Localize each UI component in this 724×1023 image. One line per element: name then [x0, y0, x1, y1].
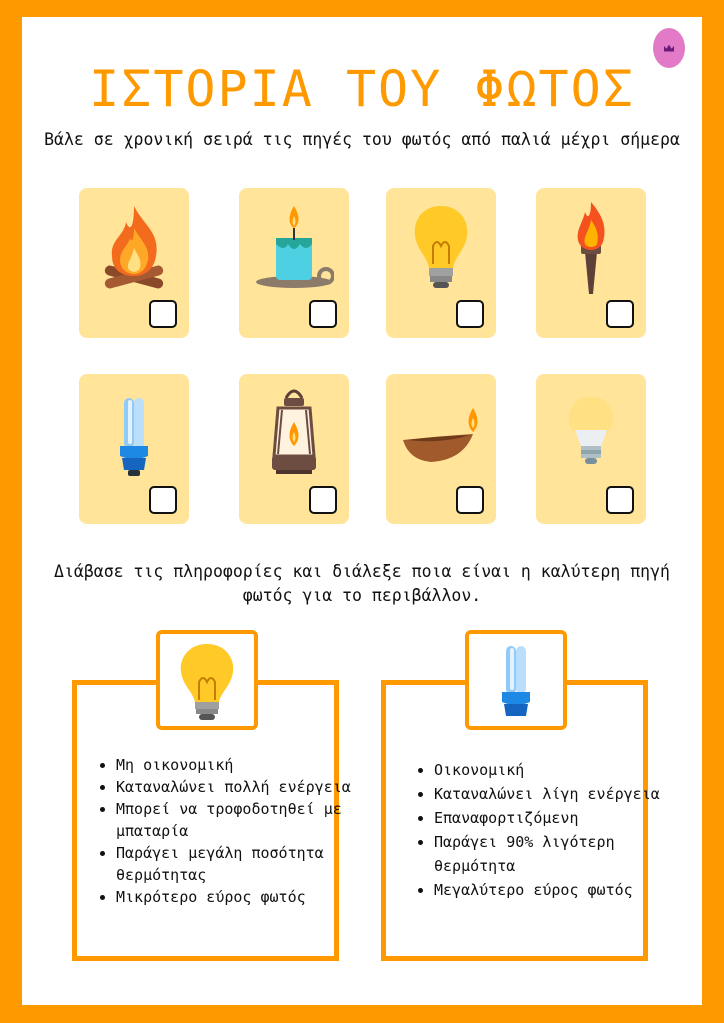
facts-list-right — [414, 758, 666, 902]
light-card-candle — [239, 188, 349, 338]
fact-item: • Επαναφορτιζόμενη — [434, 806, 666, 830]
light-card-lantern — [239, 374, 349, 524]
order-checkbox[interactable] — [309, 486, 337, 514]
light-card-led — [536, 374, 646, 524]
fact-item: • Μη οικονομική — [116, 754, 352, 776]
order-checkbox[interactable] — [456, 300, 484, 328]
page-title: ΙΣΤΟΡΙΑ ΤΟΥ ΦΩΤΟΣ — [89, 60, 635, 118]
order-checkbox[interactable] — [149, 300, 177, 328]
fact-item: • Μπορεί να τροφοδοτηθεί με μπαταρία — [116, 798, 352, 842]
light-card-torch — [536, 188, 646, 338]
incandescent-bulb-icon — [401, 198, 481, 294]
crown-icon — [664, 45, 674, 52]
fact-item: • Οικονομική — [434, 758, 666, 782]
torch-icon — [551, 198, 631, 294]
order-checkbox[interactable] — [309, 300, 337, 328]
campfire-icon — [94, 198, 174, 294]
fact-item: • Παράγει μεγάλη ποσότητα θερμότητας — [116, 842, 352, 886]
led-bulb-icon — [551, 384, 631, 480]
fact-item: • Μεγαλύτερο εύρος φωτός — [434, 878, 666, 902]
fact-item: • Καταναλώνει πολλή ενέργεια — [116, 776, 352, 798]
fact-item: • Καταναλώνει λίγη ενέργεια — [434, 782, 666, 806]
fact-item: • Μικρότερο εύρος φωτός — [116, 886, 352, 908]
incandescent-bulb-icon — [171, 640, 243, 722]
cfl-bulb-icon — [480, 640, 552, 722]
light-card-incandescent — [386, 188, 496, 338]
order-checkbox[interactable] — [456, 486, 484, 514]
lantern-icon — [254, 384, 334, 480]
light-card-cfl — [79, 374, 189, 524]
facts-list-left — [96, 754, 352, 908]
light-card-campfire — [79, 188, 189, 338]
instruction-ordering: Βάλε σε χρονική σειρά τις πηγές του φωτός από παλιά μέχρι σήμερα — [44, 130, 680, 149]
fact-item: • Παράγει 90% λιγότερη θερμότητα — [434, 830, 666, 878]
cfl-bulb-icon — [94, 384, 174, 480]
comparison-image-right — [465, 630, 567, 730]
order-checkbox[interactable] — [606, 486, 634, 514]
comparison-image-left — [156, 630, 258, 730]
order-checkbox[interactable] — [606, 300, 634, 328]
light-card-oil-lamp — [386, 374, 496, 524]
candle-icon — [254, 198, 334, 294]
instruction-comparison: Διάβασε τις πληροφορίες και διάλεξε ποια είναι η καλύτερη πηγή φωτός για το περιβάλλον. — [54, 562, 670, 605]
order-checkbox[interactable] — [149, 486, 177, 514]
oil-lamp-icon — [401, 384, 481, 480]
